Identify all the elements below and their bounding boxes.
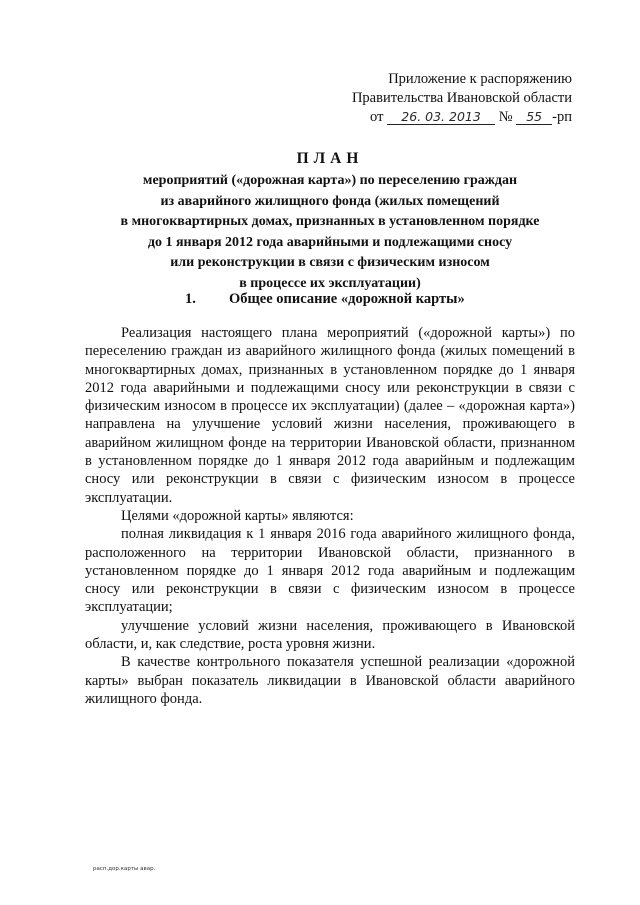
handwritten-number: 55: [516, 109, 552, 125]
title-plan: ПЛАН: [296, 150, 364, 167]
document-body: [85, 324, 575, 708]
header-line-1: Приложение к распоряжению: [388, 71, 572, 87]
paragraph: В качестве контрольного показателя успешной реализации «дорожной карты» выбран показатель ликвидации в Ивановской области аварийного жилищного фонда.: [85, 654, 575, 707]
number-suffix: -рп: [552, 109, 572, 125]
title-line: или реконструкции в связи с физическим износом: [170, 255, 490, 270]
paragraph: улучшение условий жизни населения, проживающего в Ивановской области, и, как следствие, роста уровня жизни.: [85, 617, 575, 653]
header-line-2: Правительства Ивановской области: [351, 90, 572, 106]
document-header: [272, 70, 572, 127]
title-line: до 1 января 2012 года аварийными и подлежащими сносу: [147, 234, 513, 250]
title-line: в многоквартирных домах, признанных в установленном порядке: [120, 214, 540, 229]
paragraph: Реализация настоящего плана мероприятий («дорожной карты») по переселению граждан из аварийного жилищного фонда (жилых помещений в многоквартирных домах, признанных в установленном порядке до 1 января 2012 года аварийными и подлежащими сносу или реконструкции в связи с физическим износом в процессе их эксплуатации) (далее – «дорожная карта») направлена на улучшение условий жизни населения, проживающего в аварийном жилищном фонде на территории Ивановской области, признанном в установленном порядке до 1 января 2012 года аварийным и подлежащим сносу или реконструкции в связи с физическим износом в процессе эксплуатации.: [85, 325, 575, 506]
file-footer: расп.дор.карты авар.: [93, 866, 156, 872]
handwritten-date: 26. 03. 2013: [387, 109, 495, 125]
header-date-number-line: [272, 108, 572, 127]
number-prefix: №: [498, 109, 513, 125]
title-line: в процессе их эксплуатации): [239, 275, 421, 291]
title-line: из аварийного жилищного фонда (жилых помещений: [160, 193, 500, 209]
paragraph: Целями «дорожной карты» являются:: [121, 507, 354, 524]
document-title: [85, 148, 575, 293]
title-line: мероприятий («дорожная карта») по переселению граждан: [142, 173, 518, 188]
section-title: Общее описание «дорожной карты»: [229, 291, 465, 307]
date-prefix: от: [370, 109, 384, 125]
section-number: 1.: [185, 291, 196, 307]
paragraph: полная ликвидация к 1 января 2016 года аварийного жилищного фонда, расположенного на территории Ивановской области, признанного в установленном порядке до 1 января 2012 года аварийным и подлежащим сносу или реконструкции в связи с физическим износом в процессе эксплуатации;: [85, 526, 575, 616]
